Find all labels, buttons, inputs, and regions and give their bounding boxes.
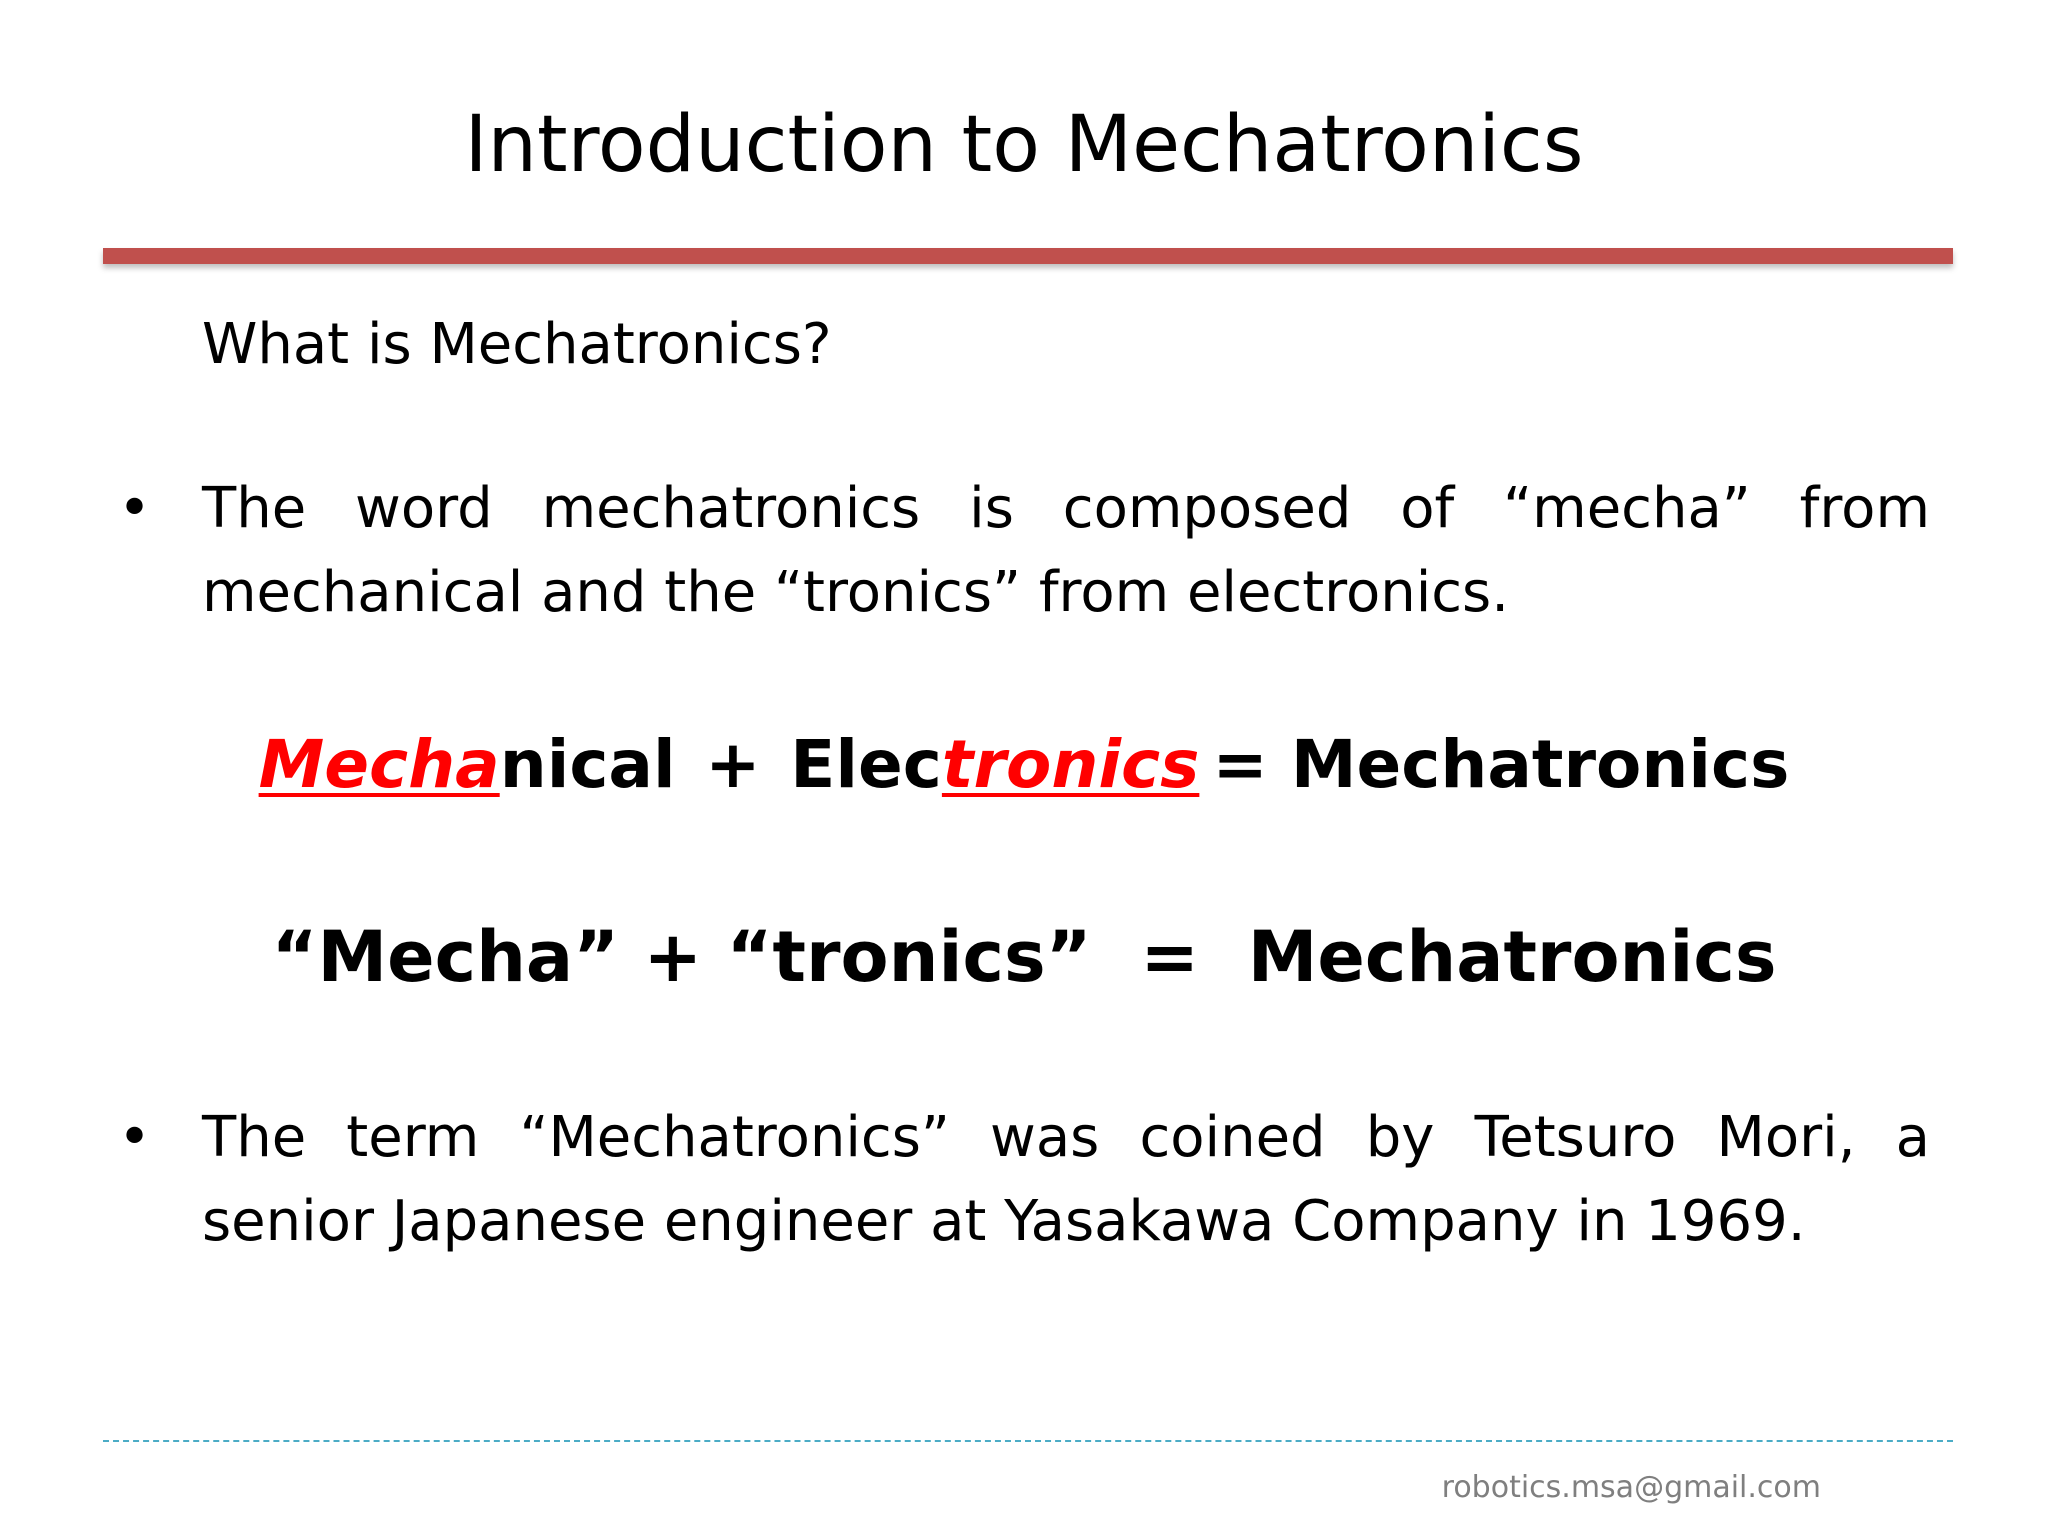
title-divider [103, 248, 1953, 264]
highlight-mecha: Mecha [258, 726, 500, 803]
highlight-tronics: tronics [941, 726, 1200, 803]
bullet-text-etymology: The word mechatronics is composed of “mecha” from mechanical and the “tronics” from electronics. [202, 476, 1930, 625]
equation-elec: Elec [790, 726, 942, 803]
slide-title: Introduction to Mechatronics [464, 100, 1584, 190]
equation-plus: + [705, 726, 761, 803]
slide-subheading: What is Mechatronics? [202, 312, 832, 377]
equation-mecha-tronics: “Mecha” + “tronics” = Mechatronics [271, 916, 1777, 998]
footer-email: robotics.msa@gmail.com [1441, 1470, 1821, 1505]
bullet-marker: • [118, 1105, 152, 1170]
equation-result: = Mechatronics [1212, 726, 1790, 803]
equation-mechanical-electronics [0, 720, 2048, 810]
bullet-text-origin: The term “Mechatronics” was coined by Tetsuro Mori, a senior Japanese engineer at Yasakawa Company in 1969. [202, 1105, 1930, 1254]
bullet-marker: • [118, 476, 152, 541]
equation-mechanical-rest: nical [499, 726, 676, 803]
footer-divider [103, 1440, 1953, 1442]
